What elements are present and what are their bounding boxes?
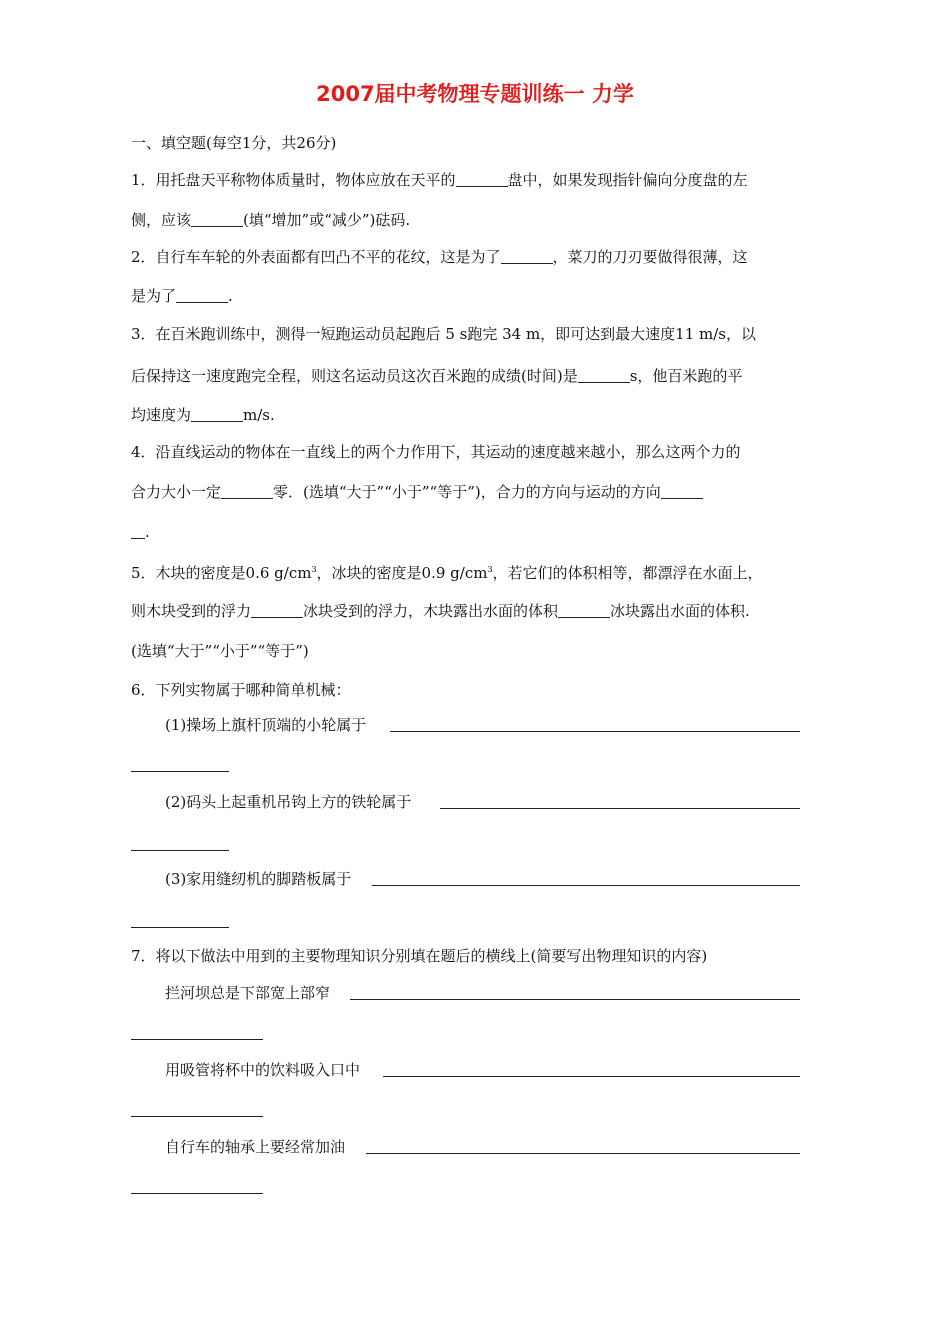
- answer-blank[interactable]: [578, 368, 630, 383]
- question-7-item-3: 自行车的轴承上要经常加油: [165, 1138, 346, 1156]
- question-6-item-3: (3)家用缝纫机的脚踏板属于: [165, 870, 352, 888]
- answer-line[interactable]: [131, 1193, 263, 1194]
- question-3-line-2: 后保持这一速度跑完全程，则这名运动员这次百米跑的成绩(时间)是 s，他百米跑的平: [131, 367, 743, 385]
- answer-line[interactable]: [440, 808, 800, 809]
- question-5-line-2: 则木块受到的浮力 冰块受到的浮力，木块露出水面的体积 冰块露出水面的体积.: [131, 602, 750, 620]
- question-6-item-2: (2)码头上起重机吊钩上方的铁轮属于: [165, 793, 412, 811]
- answer-blank[interactable]: [661, 484, 703, 499]
- question-3-line-3: 均速度为 m/s.: [131, 406, 275, 424]
- answer-line[interactable]: [131, 1116, 263, 1117]
- answer-blank[interactable]: [501, 249, 553, 264]
- question-7-item-2: 用吸管将杯中的饮料吸入口中: [165, 1061, 361, 1079]
- answer-line[interactable]: [131, 927, 229, 928]
- answer-line[interactable]: [366, 1153, 800, 1154]
- answer-blank[interactable]: [558, 603, 610, 618]
- page-title: 2007届中考物理专题训练一 力学: [316, 82, 634, 106]
- answer-line[interactable]: [131, 771, 229, 772]
- section-heading: 一、填空题(每空1分，共26分): [131, 134, 337, 152]
- question-1-line-1: 1．用托盘天平称物体质量时，物体应放在天平的 盘中，如果发现指针偏向分度盘的左: [131, 171, 748, 189]
- question-5-line-1: 5．木块的密度是0.6 $g/cm^3$，冰块的密度是0.9 $g/cm^3$，若它们的体积相等，都漂浮在水面上，: [131, 564, 763, 582]
- answer-blank[interactable]: [456, 172, 508, 187]
- question-2-line-2: 是为了 .: [131, 287, 233, 305]
- answer-blank[interactable]: [251, 603, 303, 618]
- answer-blank[interactable]: [176, 288, 228, 303]
- question-3-line-1: 3．在百米跑训练中，测得一短跑运动员起跑后 5 s跑完 34 m，即可达到最大速度11 m/s，以: [131, 325, 757, 343]
- answer-line[interactable]: [372, 885, 800, 886]
- answer-blank[interactable]: [221, 484, 273, 499]
- question-4-line-2: 合力大小一定 零．(选填“大于”“小于”“等于”)，合力的方向与运动的方向: [131, 482, 703, 502]
- question-6-stem: 6．下列实物属于哪种简单机械：: [131, 681, 351, 699]
- answer-blank[interactable]: [131, 524, 145, 539]
- question-7-item-1: 拦河坝总是下部宽上部窄: [165, 984, 331, 1002]
- question-4-line-1: 4．沿直线运动的物体在一直线上的两个力作用下，其运动的速度越来越小，那么这两个力的: [131, 443, 741, 461]
- answer-line[interactable]: [350, 999, 800, 1000]
- answer-blank[interactable]: [191, 212, 243, 227]
- answer-blank[interactable]: [191, 407, 243, 422]
- question-1-line-2: 侧，应该 (填“增加”或“减少”)砝码.: [131, 211, 411, 229]
- answer-line[interactable]: [131, 850, 229, 851]
- question-5-line-3: (选填“大于”“小于”“等于”): [131, 642, 309, 660]
- question-6-item-1: (1)操场上旗杆顶端的小轮属于: [165, 716, 367, 734]
- answer-line[interactable]: [390, 731, 800, 732]
- answer-line[interactable]: [131, 1039, 263, 1040]
- question-2-line-1: 2．自行车车轮的外表面都有凹凸不平的花纹，这是为了 ，菜刀的刀刃要做得很薄，这: [131, 248, 748, 266]
- question-7-stem: 7．将以下做法中用到的主要物理知识分别填在题后的横线上(简要写出物理知识的内容): [131, 947, 708, 965]
- question-4-line-3: .: [131, 522, 150, 542]
- answer-line[interactable]: [383, 1076, 800, 1077]
